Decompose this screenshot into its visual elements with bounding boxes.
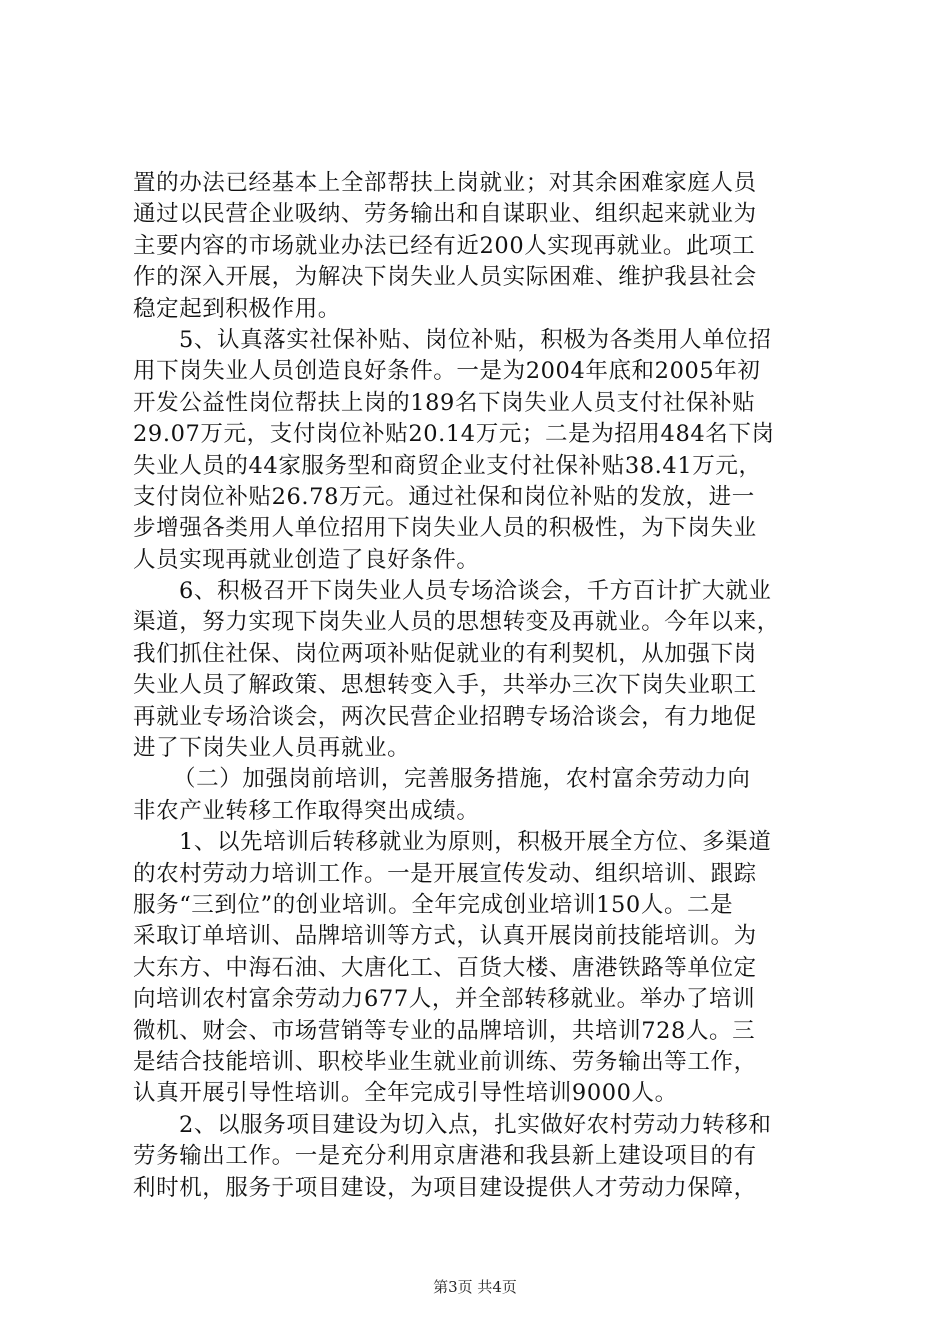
text-line: 通过以民营企业吸纳、劳务输出和自谋职业、组织起来就业为 [133,201,757,228]
text-line: 向培训农村富余劳动力677人，并全部转移就业。举办了培训 [133,986,756,1013]
paragraph-start-line: 2、以服务项目建设为切入点，扎实做好农村劳动力转移和 [179,1111,772,1138]
text-line: 稳定起到积极作用。 [133,295,341,322]
paragraph-start-line: 6、积极召开下岗失业人员专场洽谈会，千方百计扩大就业 [179,578,772,605]
text-line: 再就业专场洽谈会，两次民营企业招聘专场洽谈会，有力地促 [133,703,757,730]
text-line: 用下岗失业人员创造良好条件。一是为2004年底和2005年初 [133,358,761,385]
text-line: 劳务输出工作。一是充分利用京唐港和我县新上建设项目的有 [133,1143,757,1170]
text-line: 置的办法已经基本上全部帮扶上岗就业；对其余困难家庭人员 [133,170,757,196]
page-footer: 第3页 共4页 [433,1278,517,1296]
text-line: 进了下岗失业人员再就业。 [133,735,411,762]
text-line: 认真开展引导性培训。全年完成引导性培训9000人。 [133,1080,678,1107]
text-line: 人员实现再就业创造了良好条件。 [133,546,480,573]
text-line: 采取订单培训、品牌培训等方式，认真开展岗前技能培训。为 [133,923,757,950]
text-line: 开发公益性岗位帮扶上岗的189名下岗失业人员支付社保补贴 [133,389,756,416]
text-line: 服务“三到位”的创业培训。全年完成创业培训150人。二是 [133,891,734,918]
section-heading-line: （二）加强岗前培训，完善服务措施，农村富余劳动力向 [173,766,751,793]
text-line: 我们抓住社保、岗位两项补贴促就业的有利契机，从加强下岗 [133,640,757,667]
text-line: 失业人员了解政策、思想转变入手，共举办三次下岗失业职工 [133,672,757,699]
text-line: 利时机，服务于项目建设，为项目建设提供人才劳动力保障， [133,1174,757,1201]
text-line: 的农村劳动力培训工作。一是开展宣传发动、组织培训、跟踪 [133,860,757,887]
paragraph-start-line: 1、以先培训后转移就业为原则，积极开展全方位、多渠道 [179,829,772,856]
text-line: 渠道，努力实现下岗失业人员的思想转变及再就业。今年以来， [133,609,780,636]
paragraph-start-line: 5、认真落实社保补贴、岗位补贴，积极为各类用人单位招 [179,326,772,353]
body-text [133,168,833,1204]
section-heading-line: 非农产业转移工作取得突出成绩。 [133,797,480,824]
text-line: 是结合技能培训、职校毕业生就业前训练、劳务输出等工作， [133,1048,757,1075]
text-line: 失业人员的44家服务型和商贸企业支付社保补贴38.41万元， [133,452,762,479]
text-line: 微机、财会、市场营销等专业的品牌培训，共培训728人。三 [133,1017,756,1044]
text-line: 步增强各类用人单位招用下岗失业人员的积极性，为下岗失业 [133,515,757,542]
text-line: 支付岗位补贴26.78万元。通过社保和岗位补贴的发放，进一 [133,483,755,510]
text-line: 作的深入开展，为解决下岗失业人员实际困难、维护我县社会 [133,264,757,291]
text-line: 29.07万元，支付岗位补贴20.14万元；二是为招用484名下岗 [133,421,775,448]
text-line: 主要内容的市场就业办法已经有近200人实现再就业。此项工 [133,232,756,259]
text-line: 大东方、中海石油、大唐化工、百货大楼、唐港铁路等单位定 [133,954,757,981]
